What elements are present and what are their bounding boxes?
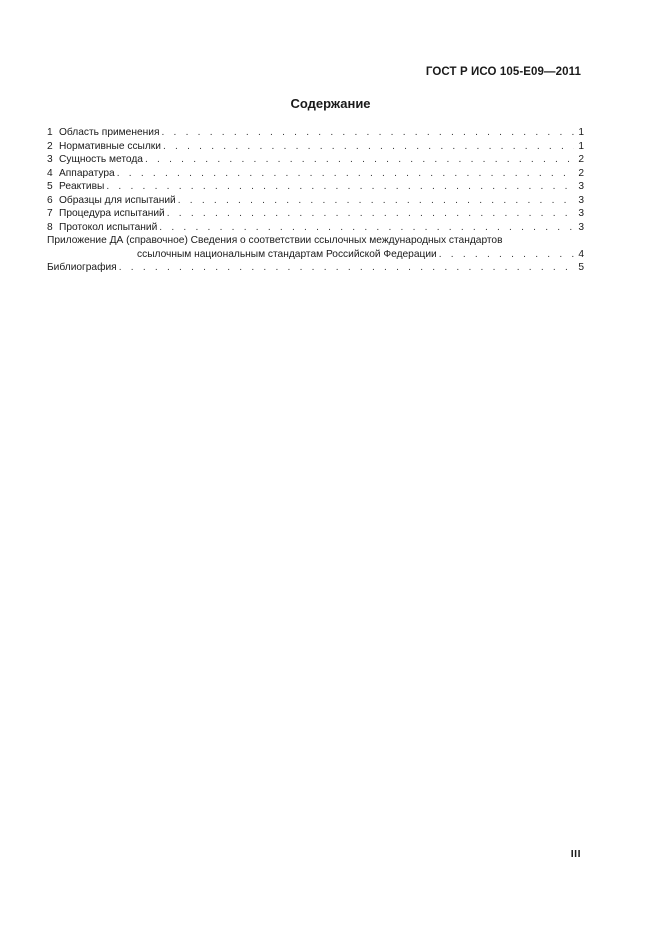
toc-entry[interactable] <box>47 207 584 221</box>
toc-entry-label: Процедура испытаний <box>59 208 165 219</box>
toc-entry-page: 5 <box>578 262 584 273</box>
toc-entry-number: 1 <box>47 127 53 138</box>
toc-entry-bibliography[interactable] <box>47 261 584 275</box>
toc-entry[interactable] <box>47 140 584 154</box>
toc-entry-page: 3 <box>578 194 584 206</box>
dot-leader <box>161 126 574 140</box>
page-number: III <box>570 848 581 860</box>
dot-leader <box>159 221 574 235</box>
toc-entry-page: 1 <box>578 127 584 138</box>
toc-entry-annex[interactable] <box>47 234 584 261</box>
dot-leader <box>439 248 574 262</box>
toc-entry-page: 3 <box>578 181 584 192</box>
dot-leader <box>167 207 574 221</box>
annex-title-line-2: ссылочным национальным стандартам Российской Федерации <box>137 248 437 260</box>
toc-entry-page: 3 <box>578 221 584 233</box>
toc-entry-label: Библиография <box>47 262 117 273</box>
dot-leader <box>119 261 574 275</box>
toc-entry-label: Нормативные ссылки <box>59 140 161 152</box>
toc-entry-page: 2 <box>578 154 584 165</box>
toc-entry[interactable] <box>47 194 584 208</box>
dot-leader <box>117 167 574 181</box>
toc-entry-page: 4 <box>578 248 584 260</box>
toc-entry-label: Протокол испытаний <box>59 221 158 233</box>
toc-entry-label: Реактивы <box>59 181 105 192</box>
toc-entry-number: 7 <box>47 208 53 219</box>
toc-entry-label: Сущность метода <box>59 154 143 165</box>
toc-entry-label: Образцы для испытаний <box>59 194 176 206</box>
annex-title-line-1: Приложение ДА (справочное) Сведения о соответствии ссылочных международных стандартов <box>47 235 503 246</box>
toc-entry-label: Область применения <box>59 127 160 138</box>
toc-entry[interactable] <box>47 221 584 235</box>
toc-entry-page: 2 <box>578 167 584 179</box>
toc-title: Содержание <box>290 96 371 111</box>
dot-leader <box>178 194 574 208</box>
toc-entry-number: 2 <box>47 140 53 152</box>
toc-entry-label: Аппаратура <box>59 167 115 179</box>
toc-entry-page: 1 <box>578 140 584 152</box>
toc-entry-number: 4 <box>47 167 53 179</box>
dot-leader <box>106 180 574 194</box>
dot-leader <box>163 140 574 154</box>
toc-entry[interactable] <box>47 180 584 194</box>
toc-entry[interactable] <box>47 167 584 181</box>
toc-entry-number: 6 <box>47 194 53 206</box>
toc-entry[interactable] <box>47 153 584 167</box>
toc-entry-number: 3 <box>47 154 53 165</box>
standard-code: ГОСТ Р ИСО 105-Е09—2011 <box>425 66 581 78</box>
toc-entry-number: 5 <box>47 181 53 192</box>
toc-entry[interactable] <box>47 126 584 140</box>
table-of-contents <box>47 126 584 275</box>
dot-leader <box>145 153 574 167</box>
toc-entry-page: 3 <box>578 208 584 219</box>
toc-entry-number: 8 <box>47 221 53 233</box>
